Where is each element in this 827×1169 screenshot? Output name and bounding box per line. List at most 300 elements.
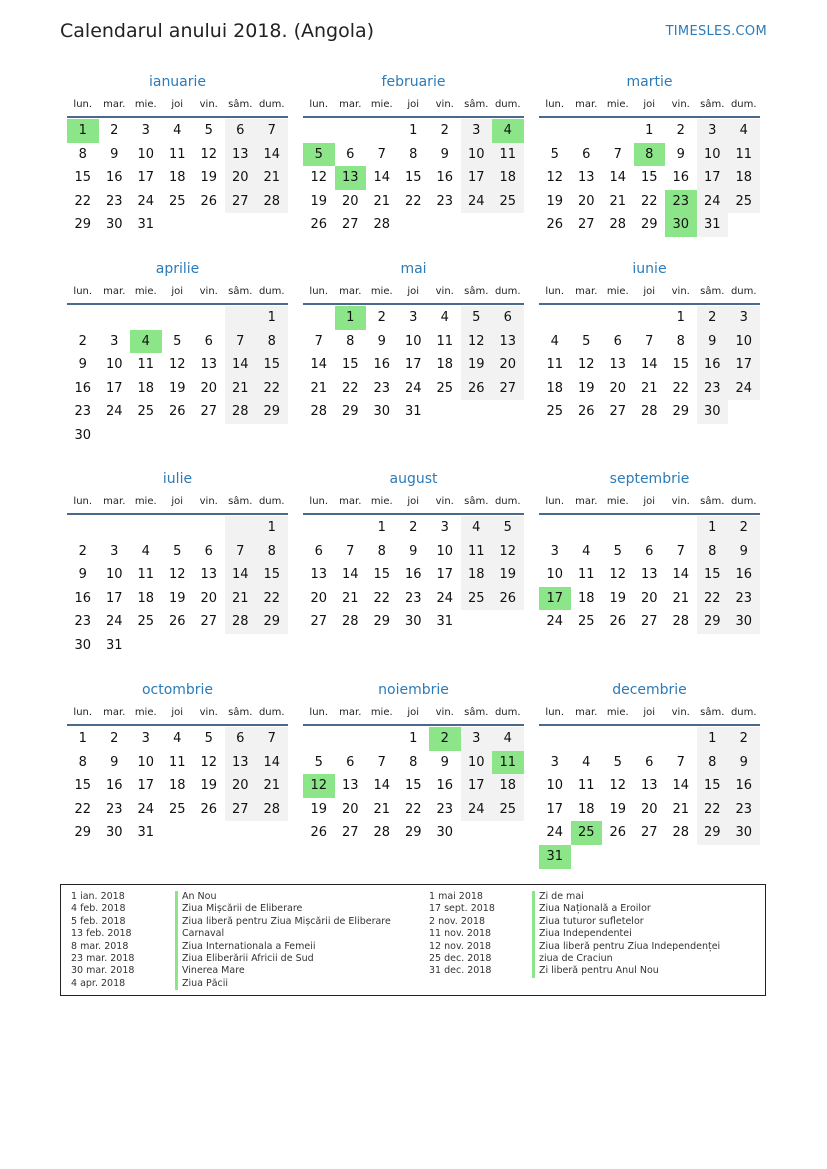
day-cell: 15	[697, 774, 729, 798]
month-octombrie	[67, 680, 288, 845]
day-cell: 30	[728, 610, 760, 634]
legend-holiday-date: 17 sept. 2018	[429, 903, 495, 915]
day-cell: 29	[341, 404, 359, 420]
day-grid	[303, 516, 524, 634]
legend-holiday-date: 31 dec. 2018	[429, 965, 492, 977]
empty-cell	[67, 516, 99, 540]
day-cell: 12	[310, 170, 328, 186]
holiday-day-cell: 25	[571, 821, 603, 845]
day-cell: 5	[492, 516, 524, 540]
legend-holiday-name: Zi liberă pentru Anul Nou	[532, 965, 720, 977]
day-cell: 12	[461, 330, 493, 354]
empty-cell	[225, 516, 257, 540]
weekday-label: joi	[407, 285, 420, 297]
holiday-day-cell: 2	[429, 727, 461, 751]
day-cell: 25	[168, 801, 186, 817]
weekday-label: mie.	[134, 706, 157, 718]
weekday-label: lun.	[309, 706, 329, 718]
day-cell: 20	[640, 590, 658, 606]
day-cell: 19	[546, 193, 564, 209]
day-cell: 4	[582, 543, 591, 559]
day-cell: 11	[492, 143, 524, 167]
day-cell: 21	[256, 774, 288, 798]
day-cell: 9	[728, 751, 760, 775]
weekday-label: vin.	[671, 98, 690, 110]
day-cell: 8	[256, 540, 288, 564]
month-name: aprilie	[155, 261, 200, 277]
day-cell: 22	[404, 801, 422, 817]
day-cell: 18	[492, 774, 524, 798]
legend-holiday-date: 2 nov. 2018	[429, 915, 485, 927]
day-cell: 5	[582, 333, 591, 349]
legend-holiday-name: Vinerea Mare	[175, 965, 391, 977]
day-cell: 16	[728, 774, 760, 798]
day-cell: 2	[409, 520, 418, 535]
weekday-label: mie.	[134, 98, 157, 110]
day-cell: 16	[373, 357, 391, 373]
day-cell: 1	[697, 516, 729, 540]
day-cell: 10	[461, 143, 493, 167]
day-cell: 28	[256, 798, 288, 822]
month-septembrie	[539, 469, 760, 634]
legend-holiday-name: Carnaval	[175, 928, 391, 940]
day-cell: 16	[436, 778, 454, 794]
holiday-day-cell: 1	[335, 306, 367, 330]
weekday-label: sâm.	[700, 706, 725, 718]
weekday-label: sâm.	[700, 495, 725, 507]
day-cell: 12	[200, 754, 218, 770]
day-cell: 15	[404, 170, 422, 186]
day-cell: 31	[105, 637, 123, 653]
day-cell: 7	[377, 754, 386, 770]
day-cell: 3	[728, 306, 760, 330]
day-cell: 9	[110, 754, 119, 770]
legend-holiday-date: 1 mai 2018	[429, 891, 483, 902]
day-cell: 17	[461, 166, 493, 190]
empty-cell	[303, 516, 335, 540]
day-cell: 2	[728, 727, 760, 751]
weekday-header	[67, 92, 288, 118]
day-cell: 4	[173, 123, 182, 138]
day-cell: 18	[168, 170, 186, 186]
day-cell: 15	[672, 357, 690, 373]
month-martie	[539, 72, 760, 237]
holiday-day-cell: 13	[335, 166, 367, 190]
day-cell: 30	[105, 217, 123, 233]
weekday-label: joi	[407, 98, 420, 110]
weekday-header	[303, 279, 524, 305]
day-cell: 27	[341, 825, 359, 841]
month-name: octombrie	[141, 682, 214, 698]
legend-holiday-date: 30 mar. 2018	[71, 965, 135, 977]
day-cell: 5	[173, 543, 182, 559]
empty-cell	[539, 516, 571, 540]
weekday-label: sâm.	[464, 285, 489, 297]
day-cell: 20	[341, 193, 359, 209]
day-cell: 21	[225, 587, 257, 611]
day-cell: 23	[728, 587, 760, 611]
day-cell: 18	[168, 778, 186, 794]
day-cell: 23	[404, 590, 422, 606]
day-cell: 1	[78, 731, 87, 746]
day-cell: 3	[110, 333, 119, 349]
brand-link[interactable]: TIMESLES.COM	[665, 24, 767, 39]
legend-holiday-date: 8 mar. 2018	[71, 940, 129, 952]
day-cell: 4	[173, 731, 182, 746]
day-cell: 1	[645, 123, 654, 138]
day-cell: 13	[609, 357, 627, 373]
empty-cell	[602, 516, 634, 540]
empty-cell	[335, 119, 367, 143]
day-cell: 27	[577, 217, 595, 233]
day-cell: 8	[409, 754, 418, 770]
day-cell: 18	[436, 357, 454, 373]
weekday-label: lun.	[73, 285, 93, 297]
weekday-label: mie.	[606, 706, 629, 718]
day-cell: 7	[225, 330, 257, 354]
day-cell: 29	[672, 404, 690, 420]
day-cell: 12	[609, 567, 627, 583]
weekday-label: sâm.	[228, 98, 253, 110]
weekday-label: mie.	[370, 98, 393, 110]
weekday-label: joi	[643, 706, 656, 718]
legend-holiday-name: Ziua Internationala a Femeii	[175, 941, 391, 953]
weekday-label: lun.	[545, 98, 565, 110]
day-cell: 26	[546, 217, 564, 233]
day-cell: 28	[640, 404, 658, 420]
day-cell: 22	[341, 380, 359, 396]
empty-cell	[335, 516, 367, 540]
empty-cell	[539, 727, 571, 751]
day-cell: 10	[728, 330, 760, 354]
day-cell: 23	[436, 801, 454, 817]
day-cell: 16	[728, 563, 760, 587]
day-cell: 31	[436, 614, 454, 630]
day-cell: 30	[728, 821, 760, 845]
weekday-label: dum.	[730, 285, 757, 297]
day-cell: 7	[225, 540, 257, 564]
day-cell: 16	[404, 567, 422, 583]
day-cell: 23	[105, 801, 123, 817]
day-cell: 19	[609, 590, 627, 606]
day-cell: 26	[310, 217, 328, 233]
day-cell: 22	[74, 801, 92, 817]
day-grid	[539, 119, 760, 237]
day-cell: 31	[137, 217, 155, 233]
day-cell: 24	[404, 380, 422, 396]
day-cell: 18	[137, 380, 155, 396]
day-cell: 12	[492, 540, 524, 564]
weekday-label: lun.	[545, 495, 565, 507]
day-cell: 17	[137, 778, 155, 794]
weekday-label: sâm.	[464, 706, 489, 718]
weekday-label: dum.	[730, 98, 757, 110]
day-cell: 16	[672, 170, 690, 186]
empty-cell	[366, 727, 398, 751]
empty-cell	[634, 727, 666, 751]
weekday-label: dum.	[494, 285, 521, 297]
day-cell: 21	[341, 590, 359, 606]
weekday-header	[303, 489, 524, 515]
day-cell: 3	[141, 731, 150, 746]
day-cell: 23	[74, 404, 92, 420]
day-cell: 2	[78, 543, 87, 559]
day-cell: 11	[577, 778, 595, 794]
day-cell: 28	[672, 614, 690, 630]
day-cell: 11	[546, 357, 564, 373]
day-cell: 26	[168, 614, 186, 630]
weekday-label: lun.	[309, 98, 329, 110]
day-cell: 2	[440, 123, 449, 138]
weekday-label: sâm.	[228, 495, 253, 507]
day-cell: 24	[137, 193, 155, 209]
day-cell: 8	[676, 333, 685, 349]
month-ianuarie	[67, 72, 288, 237]
weekday-label: joi	[171, 98, 184, 110]
day-cell: 7	[346, 543, 355, 559]
legend-dates-left	[71, 891, 134, 990]
holiday-day-cell: 12	[303, 774, 335, 798]
day-cell: 16	[105, 778, 123, 794]
day-cell: 23	[74, 614, 92, 630]
day-cell: 26	[200, 801, 218, 817]
weekday-label: vin.	[435, 98, 454, 110]
day-cell: 11	[436, 333, 454, 349]
day-cell: 29	[373, 614, 391, 630]
day-cell: 9	[110, 146, 119, 162]
day-grid	[67, 119, 288, 237]
holiday-day-cell: 4	[130, 330, 162, 354]
weekday-label: dum.	[494, 495, 521, 507]
day-cell: 13	[341, 778, 359, 794]
weekday-label: dum.	[494, 98, 521, 110]
day-grid	[539, 727, 760, 869]
day-cell: 7	[676, 543, 685, 559]
day-cell: 15	[697, 563, 729, 587]
day-cell: 2	[676, 123, 685, 138]
empty-cell	[602, 119, 634, 143]
day-cell: 10	[137, 146, 155, 162]
day-cell: 9	[440, 754, 449, 770]
empty-cell	[162, 516, 194, 540]
weekday-label: mar.	[575, 285, 598, 297]
holiday-day-cell: 5	[303, 143, 335, 167]
month-mai	[303, 259, 524, 424]
day-cell: 13	[225, 143, 257, 167]
day-cell: 9	[440, 146, 449, 162]
day-cell: 14	[225, 353, 257, 377]
day-cell: 28	[373, 217, 391, 233]
day-cell: 7	[256, 119, 288, 143]
weekday-label: mie.	[370, 285, 393, 297]
day-cell: 24	[461, 798, 493, 822]
day-cell: 17	[461, 774, 493, 798]
day-cell: 29	[74, 825, 92, 841]
weekday-label: lun.	[309, 495, 329, 507]
day-cell: 18	[546, 380, 564, 396]
day-cell: 22	[373, 590, 391, 606]
day-cell: 1	[409, 123, 418, 138]
empty-cell	[335, 727, 367, 751]
day-cell: 1	[409, 731, 418, 746]
weekday-label: joi	[407, 495, 420, 507]
day-cell: 12	[168, 357, 186, 373]
day-cell: 8	[78, 146, 87, 162]
day-cell: 23	[373, 380, 391, 396]
legend-holiday-name: Zi de mai	[532, 891, 720, 903]
day-cell: 11	[461, 540, 493, 564]
day-cell: 25	[436, 380, 454, 396]
day-cell: 16	[105, 170, 123, 186]
legend-holiday-name: ziua de Craciun	[532, 953, 720, 965]
day-cell: 21	[672, 590, 690, 606]
day-cell: 20	[577, 193, 595, 209]
day-cell: 3	[440, 520, 449, 535]
day-cell: 26	[200, 193, 218, 209]
day-cell: 6	[225, 119, 257, 143]
legend-names-left	[175, 891, 391, 990]
day-cell: 25	[577, 614, 595, 630]
day-cell: 21	[609, 193, 627, 209]
empty-cell	[571, 306, 603, 330]
day-cell: 29	[404, 825, 422, 841]
empty-cell	[303, 119, 335, 143]
day-cell: 13	[310, 567, 328, 583]
day-cell: 12	[168, 567, 186, 583]
day-cell: 15	[404, 778, 422, 794]
day-cell: 24	[436, 590, 454, 606]
empty-cell	[571, 516, 603, 540]
empty-cell	[130, 306, 162, 330]
day-cell: 25	[728, 190, 760, 214]
day-cell: 29	[697, 610, 729, 634]
day-cell: 27	[640, 825, 658, 841]
weekday-label: joi	[407, 706, 420, 718]
empty-cell	[366, 119, 398, 143]
holiday-day-cell: 17	[539, 587, 571, 611]
day-cell: 27	[640, 614, 658, 630]
month-name: mai	[400, 261, 427, 277]
day-cell: 18	[137, 590, 155, 606]
day-cell: 30	[74, 427, 92, 443]
day-cell: 7	[314, 333, 323, 349]
day-cell: 21	[672, 801, 690, 817]
weekday-label: vin.	[671, 706, 690, 718]
day-cell: 10	[546, 778, 564, 794]
day-cell: 5	[314, 754, 323, 770]
weekday-label: sâm.	[700, 285, 725, 297]
day-cell: 11	[168, 754, 186, 770]
legend-holiday-name: An Nou	[175, 891, 391, 903]
day-cell: 14	[310, 357, 328, 373]
day-cell: 25	[168, 193, 186, 209]
day-cell: 28	[609, 217, 627, 233]
month-noiembrie	[303, 680, 524, 845]
day-cell: 4	[550, 333, 559, 349]
day-cell: 8	[697, 751, 729, 775]
day-cell: 17	[436, 567, 454, 583]
day-cell: 21	[373, 801, 391, 817]
empty-cell	[602, 727, 634, 751]
day-cell: 9	[728, 540, 760, 564]
weekday-header	[67, 700, 288, 726]
weekday-label: joi	[643, 285, 656, 297]
day-cell: 6	[314, 543, 323, 559]
weekday-label: joi	[171, 285, 184, 297]
day-cell: 9	[78, 357, 87, 373]
weekday-header	[303, 700, 524, 726]
day-grid	[539, 516, 760, 634]
day-cell: 10	[697, 143, 729, 167]
day-cell: 22	[256, 377, 288, 401]
day-cell: 18	[492, 166, 524, 190]
day-cell: 17	[404, 357, 422, 373]
empty-cell	[571, 119, 603, 143]
day-cell: 27	[200, 404, 218, 420]
day-cell: 5	[204, 731, 213, 746]
day-cell: 19	[492, 563, 524, 587]
holiday-day-cell: 11	[492, 751, 524, 775]
empty-cell	[539, 306, 571, 330]
day-cell: 11	[577, 567, 595, 583]
weekday-label: sâm.	[228, 706, 253, 718]
day-cell: 14	[373, 778, 391, 794]
weekday-header	[539, 92, 760, 118]
day-cell: 29	[74, 217, 92, 233]
day-cell: 13	[200, 567, 218, 583]
day-cell: 25	[137, 614, 155, 630]
weekday-label: sâm.	[700, 98, 725, 110]
month-name: iulie	[162, 471, 193, 487]
weekday-label: dum.	[258, 98, 285, 110]
day-cell: 6	[204, 333, 213, 349]
day-cell: 26	[461, 377, 493, 401]
day-cell: 23	[728, 798, 760, 822]
day-cell: 19	[200, 170, 218, 186]
day-cell: 22	[640, 193, 658, 209]
day-cell: 14	[373, 170, 391, 186]
day-cell: 20	[492, 353, 524, 377]
empty-cell	[634, 306, 666, 330]
legend-holiday-date: 1 ian. 2018	[71, 891, 125, 902]
day-cell: 22	[697, 798, 729, 822]
empty-cell	[67, 306, 99, 330]
legend-holiday-date: 12 nov. 2018	[429, 940, 492, 952]
day-cell: 13	[577, 170, 595, 186]
day-cell: 24	[105, 404, 123, 420]
month-name: decembrie	[612, 682, 687, 698]
month-decembrie	[539, 680, 760, 869]
day-cell: 21	[256, 166, 288, 190]
holiday-day-cell: 1	[67, 119, 99, 143]
legend-holiday-name: Ziua Națională a Eroilor	[532, 903, 720, 915]
day-grid	[67, 516, 288, 658]
weekday-header	[67, 279, 288, 305]
day-cell: 6	[645, 754, 654, 770]
month-februarie	[303, 72, 524, 237]
day-cell: 17	[697, 166, 729, 190]
day-cell: 1	[697, 727, 729, 751]
empty-cell	[539, 119, 571, 143]
day-cell: 16	[436, 170, 454, 186]
day-cell: 31	[137, 825, 155, 841]
weekday-label: mar.	[339, 98, 362, 110]
day-cell: 31	[697, 213, 729, 237]
day-cell: 29	[256, 610, 288, 634]
day-cell: 3	[110, 543, 119, 559]
day-cell: 30	[436, 825, 454, 841]
legend-holiday-date: 4 feb. 2018	[71, 903, 126, 915]
